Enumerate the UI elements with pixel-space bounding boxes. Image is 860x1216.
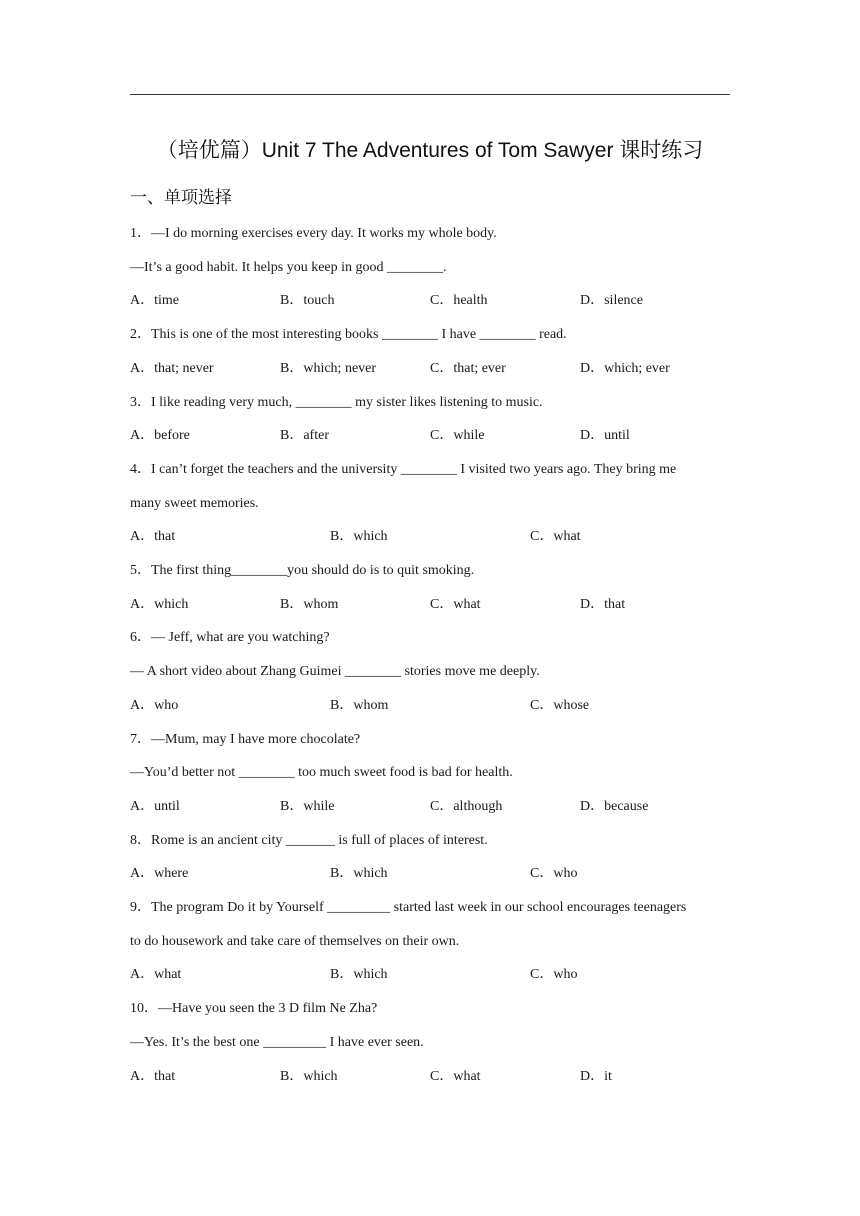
answer-option: B．whom <box>280 596 339 612</box>
answer-option: C．who <box>530 866 578 882</box>
answer-option: A．before <box>130 428 190 444</box>
question-stem: 7．—Mum, may I have more chocolate? <box>130 731 361 747</box>
answer-option: C．what <box>430 596 481 612</box>
answer-option: C．that; ever <box>430 360 506 376</box>
answer-option: B．which <box>330 529 388 545</box>
question-line: —Yes. It’s the best one _________ I have ever seen. <box>130 1034 424 1050</box>
answer-option: C．while <box>430 428 485 444</box>
answer-option: B．which <box>280 1068 338 1084</box>
answer-option: C．although <box>430 798 503 814</box>
answer-option: B．which; never <box>280 360 377 376</box>
answer-option: A．where <box>130 866 189 882</box>
answer-option: B．touch <box>280 293 335 309</box>
question-line: — A short video about Zhang Guimei ________ stories move me deeply. <box>130 664 540 680</box>
answer-option: B．which <box>330 967 388 983</box>
answer-option: A．that <box>130 529 176 545</box>
answer-option: D．that <box>580 596 626 612</box>
answer-option: C．what <box>430 1068 481 1084</box>
question-stem: 5．The first thing________you should do is to quit smoking. <box>130 563 475 578</box>
header-rule <box>130 94 730 95</box>
answer-option: D．silence <box>580 293 643 309</box>
answer-option: C．who <box>530 967 578 983</box>
answer-option: C．what <box>530 529 581 545</box>
question-stem: 9．The program Do it by Yourself _________ started last week in our school encourages teenagers <box>130 900 687 915</box>
answer-option: A．that <box>130 1068 176 1084</box>
answer-option: C．whose <box>530 697 590 713</box>
answer-option: A．who <box>130 697 179 713</box>
answer-option: A．until <box>130 798 180 814</box>
question-line: to do housework and take care of themselves on their own. <box>130 933 460 949</box>
question-stem: 2．This is one of the most interesting books ________ I have ________ read. <box>130 327 567 343</box>
answer-option: B．whom <box>330 697 389 713</box>
answer-option: B．which <box>330 866 388 882</box>
answer-option: B．after <box>280 428 329 444</box>
answer-option: A．time <box>130 293 179 309</box>
question-stem: 6．— Jeff, what are you watching? <box>130 630 330 646</box>
page-title: （培优篇）Unit 7 The Adventures of Tom Sawyer 课时练习 <box>156 139 704 162</box>
question-stem: 1．—I do morning exercises every day. It works my whole body. <box>130 226 497 241</box>
answer-option: A．what <box>130 967 182 983</box>
section-heading: 一、单项选择 <box>130 188 232 207</box>
question-stem: 4．I can’t forget the teachers and the university ________ I visited two years ago. They bring me <box>130 461 677 477</box>
question-stem: 8．Rome is an ancient city _______ is full of places of interest. <box>130 832 488 848</box>
question-line: —It’s a good habit. It helps you keep in good ________. <box>130 259 447 275</box>
answer-option: D．which; ever <box>580 360 670 376</box>
question-line: many sweet memories. <box>130 495 259 511</box>
answer-option: A．that; never <box>130 360 214 376</box>
answer-option: D．until <box>580 428 630 444</box>
question-line: —You’d better not ________ too much sweet food is bad for health. <box>130 765 513 781</box>
answer-option: B．while <box>280 798 335 814</box>
answer-option: D．it <box>580 1068 612 1084</box>
question-stem: 10．—Have you seen the 3 D film Ne Zha? <box>130 1001 378 1017</box>
question-stem: 3．I like reading very much, ________ my sister likes listening to music. <box>130 394 543 410</box>
answer-option: C．health <box>430 293 488 309</box>
answer-option: D．because <box>580 798 649 814</box>
answer-option: A．which <box>130 596 189 612</box>
